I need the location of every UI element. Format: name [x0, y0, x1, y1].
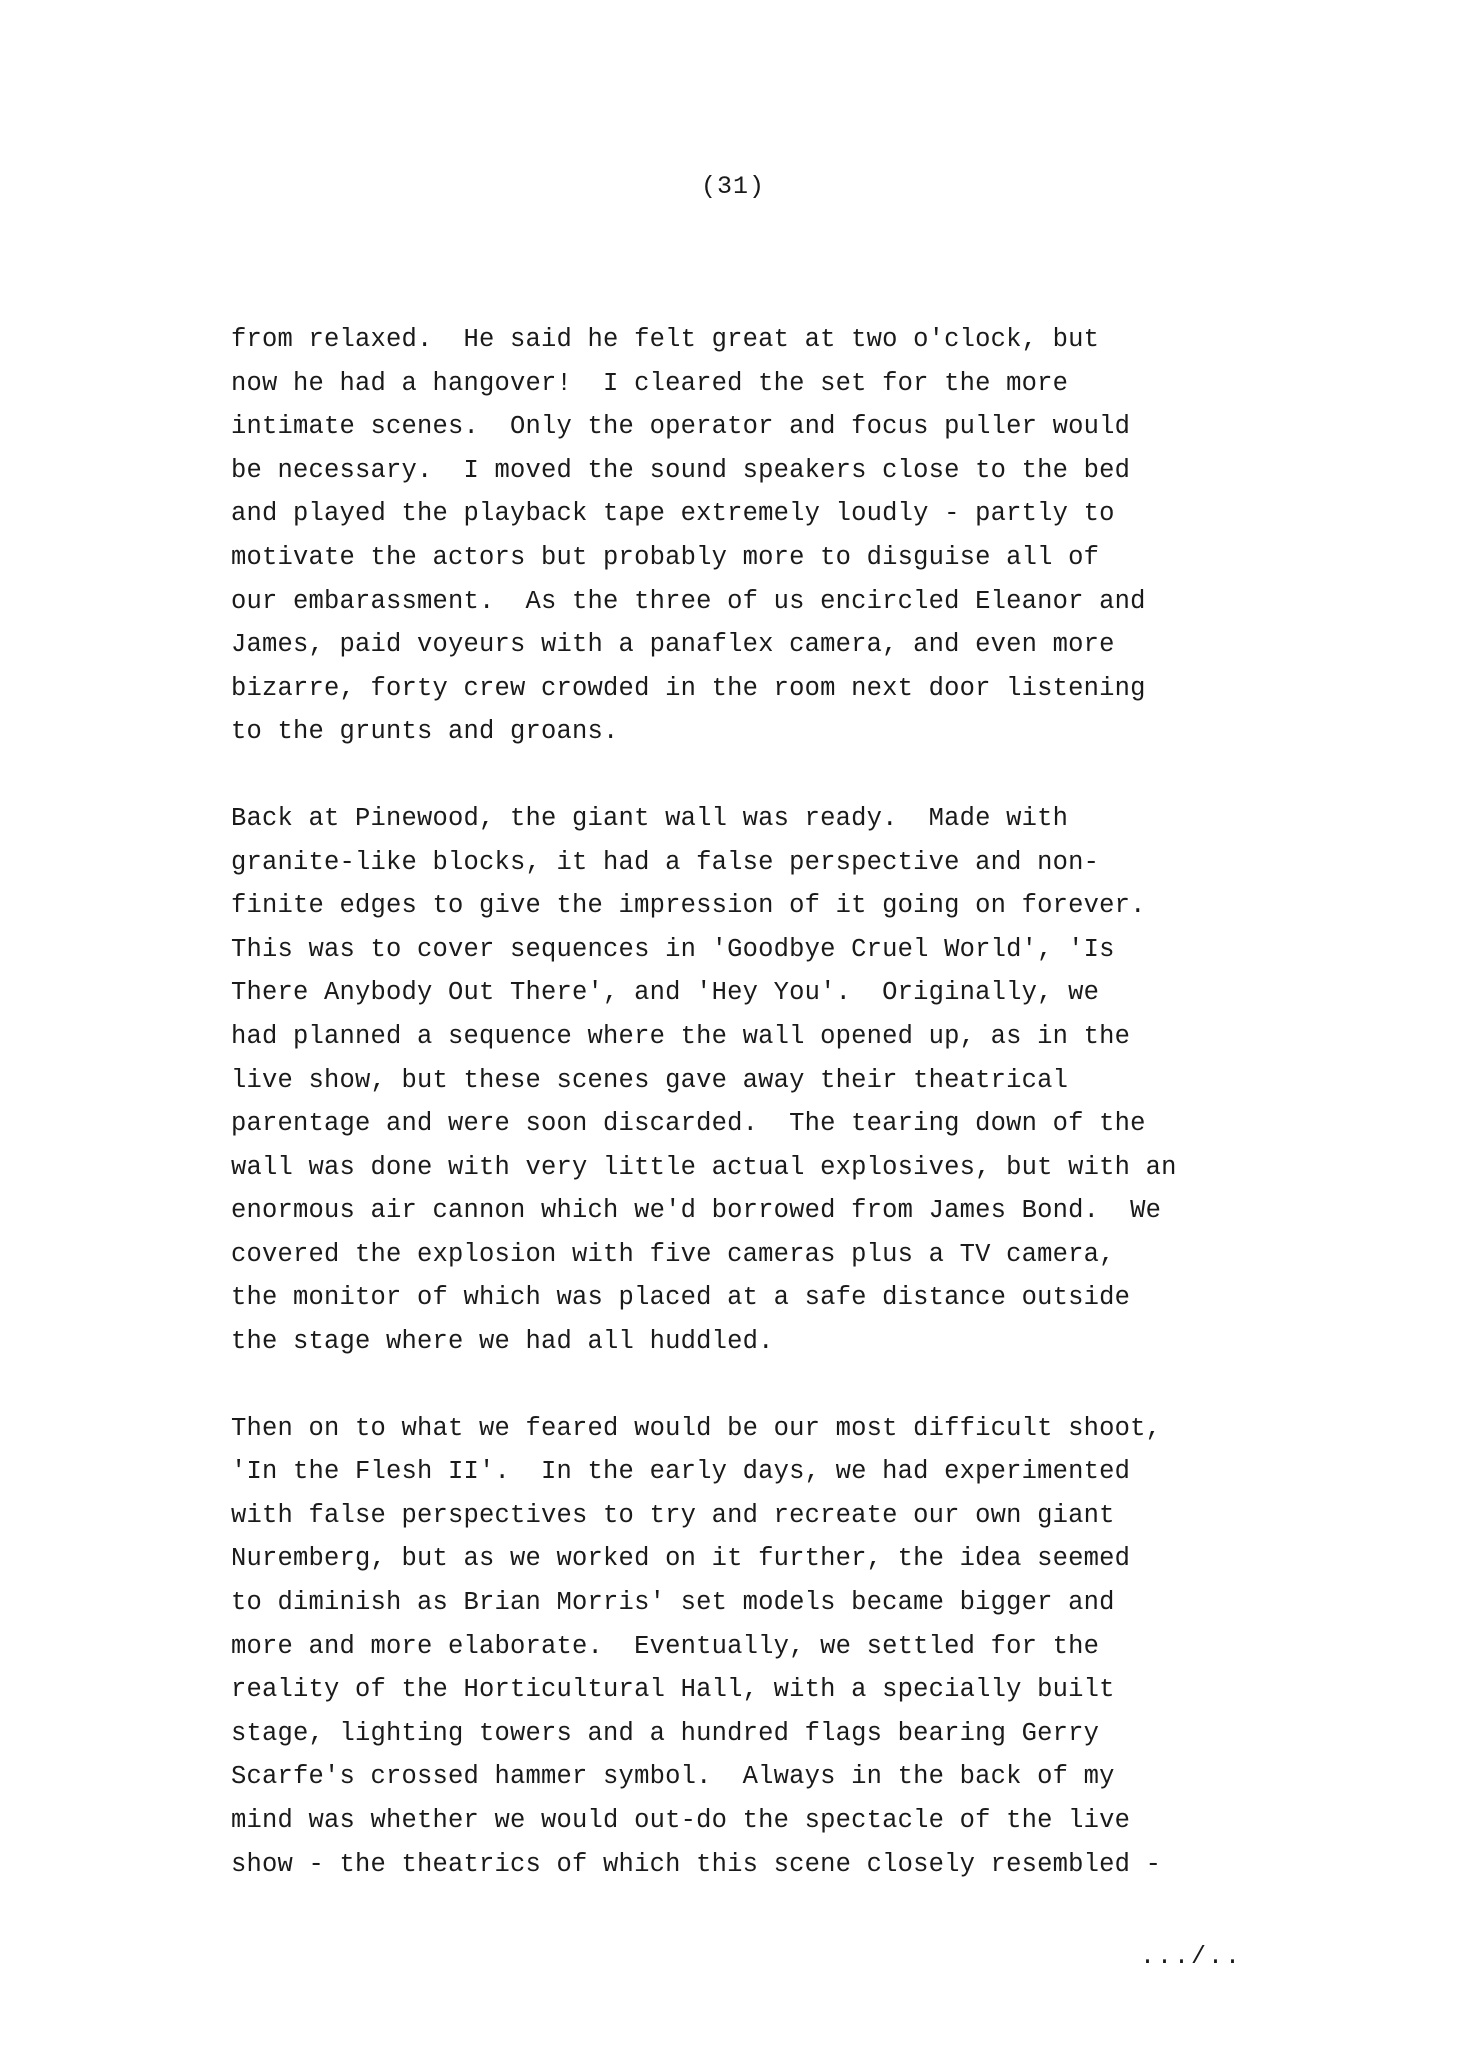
text-line: more and more elaborate. Eventually, we settled for the — [231, 1631, 1100, 1661]
text-line: There Anybody Out There', and 'Hey You'. Originally, we — [231, 978, 1100, 1008]
text-line: parentage and were soon discarded. The tearing down of the — [231, 1109, 1146, 1139]
text-line: 'In the Flesh II'. In the early days, we had experimented — [231, 1457, 1131, 1487]
text-line: be necessary. I moved the sound speakers close to the bed — [231, 455, 1131, 485]
page-number: (31) — [700, 172, 765, 201]
text-line: now he had a hangover! I cleared the set for the more — [231, 368, 1069, 398]
text-line: James, paid voyeurs with a panaflex camera, and even more — [231, 630, 1115, 660]
text-line: live show, but these scenes gave away their theatrical — [231, 1065, 1069, 1095]
text-line: Nuremberg, but as we worked on it further, the idea seemed — [231, 1544, 1131, 1574]
text-line: mind was whether we would out-do the spectacle of the live — [231, 1806, 1131, 1835]
text-line: to the grunts and groans. — [231, 717, 619, 747]
text-line: motivate the actors but probably more to disguise all of — [231, 542, 1100, 572]
paragraph-2 — [231, 797, 1411, 1364]
text-line: granite-like blocks, it had a false perspective and non- — [231, 847, 1100, 877]
text-line: and played the playback tape extremely loudly - partly to — [231, 499, 1115, 529]
text-line: reality of the Horticultural Hall, with a specially built — [231, 1675, 1115, 1705]
text-line: This was to cover sequences in 'Goodbye Cruel World', 'Is — [231, 934, 1115, 964]
text-line: with false perspectives to try and recreate our own giant — [231, 1500, 1115, 1530]
text-line: stage, lighting towers and a hundred flags bearing Gerry — [231, 1718, 1100, 1748]
text-line: wall was done with very little actual explosives, but with an — [231, 1152, 1177, 1182]
continuation-mark: .../.. — [1140, 1942, 1243, 1971]
text-line: intimate scenes. Only the operator and focus puller would — [231, 412, 1131, 442]
body-text — [231, 318, 1411, 1929]
text-line: Then on to what we feared would be our most difficult shoot, — [231, 1413, 1162, 1443]
text-line: show - the theatrics of which this scene closely resembled - — [231, 1849, 1162, 1879]
text-line: our embarassment. As the three of us encircled Eleanor and — [231, 586, 1146, 616]
paragraph-3 — [231, 1407, 1411, 1887]
paragraph-1 — [231, 318, 1411, 754]
text-line: Scarfe's crossed hammer symbol. Always in the back of my — [231, 1762, 1115, 1792]
text-line: had planned a sequence where the wall opened up, as in the — [231, 1021, 1131, 1051]
text-line: to diminish as Brian Morris' set models became bigger and — [231, 1588, 1115, 1618]
text-line: covered the explosion with five cameras plus a TV camera, — [231, 1239, 1115, 1269]
text-line: the stage where we had all huddled. — [231, 1327, 774, 1357]
text-line: the monitor of which was placed at a safe distance outside — [231, 1283, 1131, 1313]
text-line: bizarre, forty crew crowded in the room next door listening — [231, 673, 1146, 703]
text-line: finite edges to give the impression of it going on forever. — [231, 891, 1146, 921]
text-line: Back at Pinewood, the giant wall was ready. Made with — [231, 803, 1069, 833]
text-line: from relaxed. He said he felt great at two o'clock, but — [231, 325, 1100, 354]
text-line: enormous air cannon which we'd borrowed from James Bond. We — [231, 1196, 1162, 1226]
